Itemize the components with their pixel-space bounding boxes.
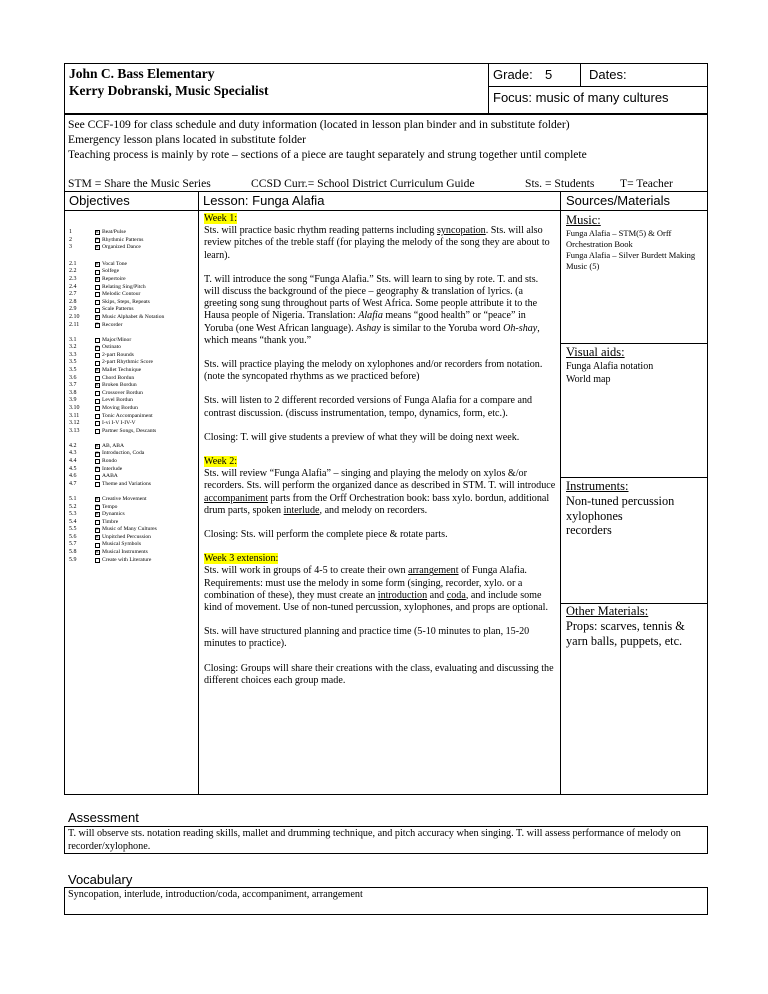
objective-item (69, 496, 197, 504)
objective-number: 5.8 (69, 549, 77, 556)
grade-label: Grade: (493, 67, 533, 82)
instruments-label: Instruments: (566, 479, 629, 493)
assessment-title: Assessment (68, 810, 139, 825)
objective-number: 2.10 (69, 313, 80, 320)
objective-label: Interlude (102, 465, 123, 472)
checked-box-icon[interactable] (95, 550, 100, 555)
objective-item (69, 306, 197, 314)
objective-item (69, 541, 197, 549)
objective-item (69, 458, 197, 466)
objective-item (69, 397, 197, 405)
objective-item (69, 322, 197, 330)
week-1-closing: Closing: T. will give students a preview of what they will be doing next week. (204, 431, 520, 443)
objective-label: Creative Movement (102, 495, 147, 502)
objectives-header: Objectives (69, 193, 130, 208)
objective-label: Vocal Tone (102, 260, 128, 267)
objective-item (69, 557, 197, 565)
visual-aids-label: Visual aids: (566, 345, 625, 359)
objectives-divider (198, 191, 199, 795)
objective-label: I-vi I-V I-IV-V (102, 420, 136, 427)
objective-label: Organized Dance (102, 244, 141, 251)
objective-number: 2.3 (69, 275, 77, 282)
objective-item (69, 413, 197, 421)
objectives-checklist (69, 229, 197, 572)
objective-item (69, 534, 197, 542)
objective-item (69, 428, 197, 436)
objective-item (69, 229, 197, 237)
column-header-top-line (64, 191, 708, 192)
objective-label: Ostinato (102, 344, 121, 351)
unchecked-box-icon[interactable] (95, 414, 100, 419)
objective-number: 2.9 (69, 306, 77, 313)
other-materials-label: Other Materials: (566, 604, 649, 618)
week-1-paragraph-4: Sts. will listen to 2 different recorded versions of Funga Alafia for a compare and contrast discussion. (discuss instrumentation, tempo, dynamics, form, etc.). (204, 395, 533, 419)
objective-item (69, 261, 197, 269)
objective-number: 3.8 (69, 389, 77, 396)
week-1-paragraph-1: Sts. will practice basic rhythm reading patterns including syncopation. Sts. will also review pitches of the treble staff (for playing the melody of the song they are about to learn). (204, 225, 550, 261)
unchecked-box-icon[interactable] (95, 292, 100, 297)
objective-number: 2.11 (69, 321, 80, 328)
objective-item (69, 244, 197, 252)
objective-item (69, 299, 197, 307)
objective-label: Beat/Pulse (102, 229, 126, 235)
checked-box-icon[interactable] (95, 535, 100, 540)
unchecked-box-icon[interactable] (95, 353, 100, 358)
checked-box-icon[interactable] (95, 512, 100, 517)
focus-divider (488, 86, 708, 87)
objective-label: AABA (102, 473, 118, 480)
checked-box-icon[interactable] (95, 245, 100, 250)
lesson-header: Lesson: Funga Alafia (203, 193, 325, 208)
objective-label: Recorder (102, 321, 123, 328)
objective-item (69, 268, 197, 276)
objective-number: 3.6 (69, 374, 77, 381)
objective-number: 3.1 (69, 336, 77, 343)
objective-item (69, 359, 197, 367)
unchecked-box-icon[interactable] (95, 391, 100, 396)
objective-item (69, 344, 197, 352)
objective-item (69, 337, 197, 345)
focus-text: Focus: music of many cultures (493, 90, 669, 105)
objective-number: 4.2 (69, 442, 77, 449)
week-3-label: Week 3 extension: (204, 553, 279, 565)
objective-number: 3.13 (69, 427, 80, 434)
checked-box-icon[interactable] (95, 368, 100, 373)
objective-label: Broken Bordun (102, 382, 137, 389)
objective-label: Musical Symbols (102, 541, 142, 548)
objective-item (69, 291, 197, 299)
objective-item (69, 405, 197, 413)
objective-item (69, 352, 197, 360)
objective-number: 5.4 (69, 518, 77, 525)
objective-number: 4.4 (69, 458, 77, 465)
unchecked-box-icon[interactable] (95, 399, 100, 404)
objective-label: Dynamics (102, 511, 125, 518)
checked-box-icon[interactable] (95, 452, 100, 457)
objective-label: Musical Instruments (102, 549, 148, 556)
objective-number: 5.9 (69, 556, 77, 563)
objective-label: Melodic Contour (102, 291, 141, 298)
objective-number: 5.7 (69, 541, 77, 548)
sources-divider (560, 191, 561, 795)
objective-item (69, 276, 197, 284)
objective-label: Create with Literature (102, 556, 152, 563)
objective-item (69, 481, 197, 489)
checked-box-icon[interactable] (95, 277, 100, 282)
objective-item (69, 473, 197, 481)
objective-item (69, 450, 197, 458)
objective-number: 5.5 (69, 526, 77, 533)
objective-label: Scale Patterns (102, 306, 134, 313)
objective-number: 2 (69, 236, 72, 243)
info-line-1: See CCF-109 for class schedule and duty information (located in lesson plan binder and in substitute folder) (68, 118, 570, 131)
header-divider (488, 63, 489, 114)
teacher-name: Kerry Dobranski, Music Specialist (69, 83, 269, 98)
objective-group (69, 496, 197, 564)
objective-number: 4.6 (69, 473, 77, 480)
objective-number: 2.2 (69, 268, 77, 275)
week-2-paragraph-1: Sts. will review “Funga Alafia” – singing and playing the melody on xylos &/or recorders. Sts. will perform the organized dance as described in STM. T. will introduce accompaniment parts from the Orff Orchestration book: bass xylo. bordun, additional drum parts, spoken interlude, and melody on recorders. (204, 468, 556, 516)
objective-label: Mallet Technique (102, 367, 142, 373)
objective-label: Rondo (102, 458, 117, 465)
objective-number: 3.3 (69, 351, 77, 358)
unchecked-box-icon[interactable] (95, 429, 100, 434)
objective-item (69, 420, 197, 428)
column-header-bottom-line (64, 210, 708, 211)
objective-label: 2-part Rhythmic Score (102, 359, 153, 366)
week-3-paragraph-2: Sts. will have structured planning and practice time (5-10 minutes to plan, 15-20 minutes to practice). (204, 626, 530, 650)
week-3-paragraph-1: Sts. will work in groups of 4-5 to create their own arrangement of Funga Alafia. Requirements: must use the melody in some form (singing, recorder, xylo. or a combination of these), they must create an introduction and coda, and include some kind of movement. Use of non-tuned percussion, xylophones, and props are optional. (204, 565, 548, 614)
objective-label: AB, ABA (102, 442, 125, 449)
objective-label: Skips, Steps, Repeats (102, 298, 150, 305)
objective-label: Major/Minor (102, 336, 132, 343)
objective-group (69, 337, 197, 436)
objective-label: Music Alphabet & Notation (102, 313, 165, 320)
unchecked-box-icon[interactable] (95, 475, 100, 480)
objective-item (69, 466, 197, 474)
objective-number: 3.12 (69, 420, 80, 427)
objective-label: Partner Songs, Descants (102, 427, 157, 434)
objective-label: Chord Bordun (102, 374, 135, 381)
music-label: Music: (566, 213, 601, 227)
abbr-ccsd: CCSD Curr.= School District Curriculum Guide (251, 177, 475, 190)
school-name: John C. Bass Elementary (69, 66, 215, 81)
music-item-2: Funga Alafia – Silver Burdett Making Music (5) (566, 250, 696, 271)
objective-item (69, 367, 197, 375)
objective-number: 3.5 (69, 359, 77, 366)
instruments-section (566, 479, 704, 538)
unchecked-box-icon[interactable] (95, 482, 100, 487)
objective-number: 2.8 (69, 298, 77, 305)
objective-number: 5.3 (69, 511, 77, 518)
info-line-2: Emergency lesson plans located in substitute folder (68, 133, 307, 146)
sources-row-line-1 (560, 343, 708, 344)
objective-number: 3.11 (69, 412, 80, 419)
visual-aid-2: World map (566, 374, 611, 385)
abbr-stm: STM = Share the Music Series (68, 177, 211, 190)
other-materials-section (566, 604, 706, 648)
unchecked-box-icon[interactable] (95, 558, 100, 563)
objective-number: 4.7 (69, 480, 77, 487)
objective-item (69, 375, 197, 383)
checked-box-icon[interactable] (95, 383, 100, 388)
visual-aids-section (566, 345, 704, 386)
objective-label: Tempo (102, 503, 118, 510)
objective-number: 3.7 (69, 382, 77, 389)
sources-row-line-2 (560, 477, 708, 478)
info-line-3: Teaching process is mainly by rote – sections of a piece are taught separately and strung together until complete (68, 148, 587, 161)
week-1-paragraph-3: Sts. will practice playing the melody on xylophones and/or recorders from notation. (note the syncopated rhythms as we practiced before) (204, 359, 543, 383)
instrument-2: xylophones (566, 508, 623, 523)
objective-number: 3 (69, 244, 72, 251)
vocabulary-title: Vocabulary (68, 872, 133, 887)
objective-group (69, 229, 197, 252)
objective-label: Solfege (102, 268, 120, 275)
objective-label: Music of Many Cultures (102, 526, 157, 533)
abbr-t: T= Teacher (620, 177, 673, 190)
objective-number: 5.6 (69, 533, 77, 540)
visual-aid-1: Funga Alafia notation (566, 361, 654, 372)
objective-label: Introduction, Coda (102, 450, 145, 457)
unchecked-box-icon[interactable] (95, 285, 100, 290)
objective-label: Timbre (102, 518, 119, 525)
objective-number: 5.2 (69, 503, 77, 510)
lesson-content (204, 213, 556, 687)
checked-box-icon[interactable] (95, 262, 100, 267)
objective-label: Moving Bordun (102, 404, 138, 411)
week-1-label: Week 1: (204, 213, 238, 224)
objective-number: 3.10 (69, 404, 80, 411)
dates-label: Dates: (589, 67, 627, 82)
objective-number: 3.5 (69, 367, 77, 373)
objective-label: Level Bordun (102, 397, 133, 404)
music-item-1: Funga Alafia – STM(5) & Orff Orchestration Book (566, 228, 672, 249)
assessment-text: T. will observe sts. notation reading skills, mallet and drumming technique, and pitch accuracy when singing. T. will assess performance of melody on recorder/xylophone. (68, 828, 681, 852)
objective-number: 2.7 (69, 291, 77, 298)
music-section (566, 213, 704, 272)
objective-number: 1 (69, 229, 72, 235)
week-3-closing: Closing: Groups will share their creations with the class, evaluating and discussing the different choices each group made. (204, 662, 554, 686)
unchecked-box-icon[interactable] (95, 300, 100, 305)
objective-label: Crossover Bordun (102, 389, 143, 396)
objective-number: 2.1 (69, 260, 77, 267)
unchecked-box-icon[interactable] (95, 421, 100, 426)
vocabulary-text: Syncopation, interlude, introduction/coda, accompaniment, arrangement (68, 889, 363, 900)
objective-group (69, 443, 197, 489)
grade-dates-divider (580, 63, 581, 86)
objective-number: 3.2 (69, 344, 77, 351)
objective-item (69, 504, 197, 512)
objective-label: Relating Sing/Pitch (102, 283, 146, 290)
other-material-1: Props: scarves, tennis & yarn balls, puppets, etc. (566, 619, 685, 648)
objective-label: Rhythmic Patterns (102, 236, 144, 243)
objective-label: Tonic Accompaniment (102, 412, 153, 419)
unchecked-box-icon[interactable] (95, 406, 100, 411)
objective-item (69, 390, 197, 398)
week-1-paragraph-2: T. will introduce the song “Funga Alafia.” Sts. will learn to sing by rote. T. and sts. will discuss the background of the piece – geography & translation of lyrics. (a greeting song sung throughout parts of West Africa. Some people attribute it to the Hausa people of Nigeria. Translation: Alafia means “good health” or “peace” in Yoruba (one West African language). Ashay is similar to the Yoruba word Oh-shay, which means “thank you.” (204, 273, 540, 346)
objective-item (69, 382, 197, 390)
instrument-3: recorders (566, 523, 612, 537)
objective-label: 2-part Rounds (102, 351, 134, 358)
objective-number: 3.9 (69, 397, 77, 404)
instrument-1: Non-tuned percussion (566, 494, 675, 508)
sources-header: Sources/Materials (566, 193, 671, 208)
week-2-closing: Closing: Sts. will perform the complete piece & rotate parts. (204, 529, 448, 541)
objective-item (69, 284, 197, 292)
objective-number: 2.4 (69, 283, 77, 290)
objective-item (69, 237, 197, 245)
objective-number: 4.3 (69, 450, 77, 457)
objective-label: Repertoire (102, 275, 126, 282)
objective-group (69, 261, 197, 329)
checked-box-icon[interactable] (95, 323, 100, 328)
checked-box-icon[interactable] (95, 467, 100, 472)
objective-label: Theme and Variations (102, 480, 151, 487)
objective-item (69, 511, 197, 519)
checked-box-icon[interactable] (95, 346, 100, 351)
objective-label: Unpitched Percussion (102, 533, 151, 540)
objective-item (69, 314, 197, 322)
objective-item (69, 549, 197, 557)
objective-number: 5.1 (69, 495, 77, 502)
objective-item (69, 443, 197, 451)
grade-value: 5 (545, 67, 553, 82)
objective-number: 4.5 (69, 465, 77, 472)
week-2-label: Week 2: (204, 456, 238, 468)
objective-item (69, 526, 197, 534)
abbr-sts: Sts. = Students (525, 177, 595, 190)
